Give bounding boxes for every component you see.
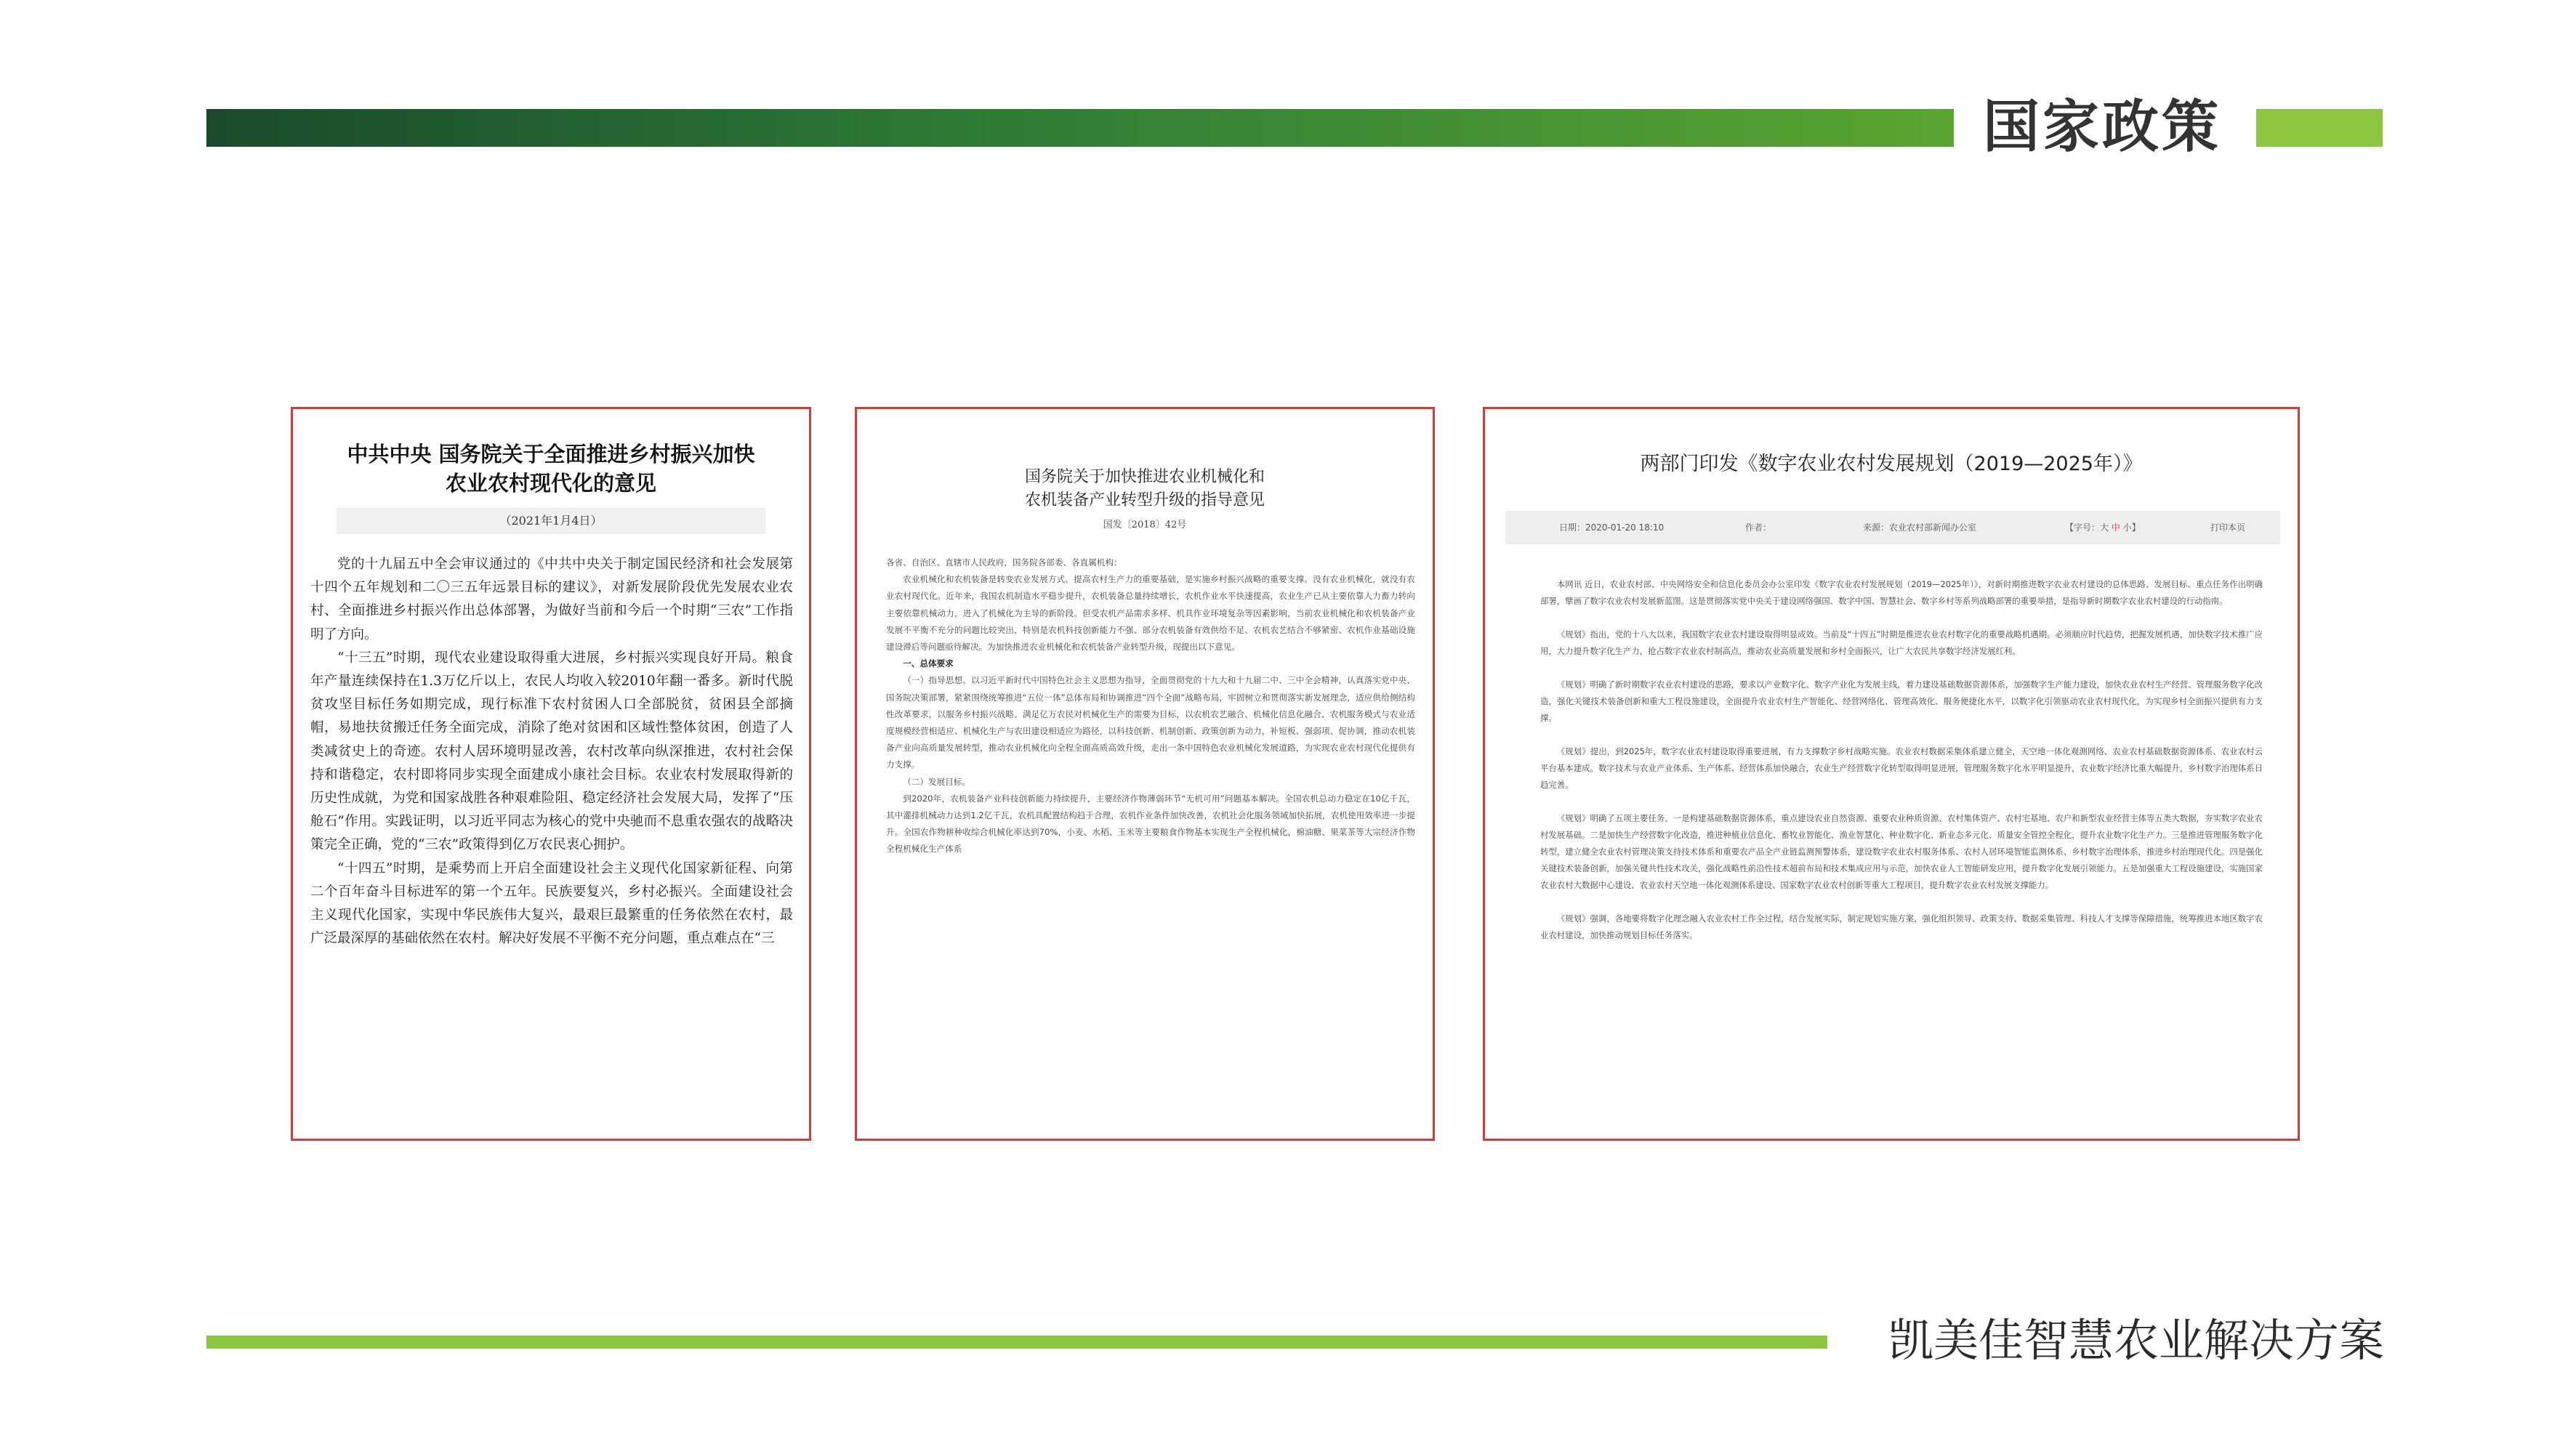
page-title: 国家政策 bbox=[1983, 94, 2222, 160]
doc2-intro: 农业机械化和农机装备是转变农业发展方式、提高农村生产力的重要基础，是实施乡村振兴战略的重要支撑。没有农业机械化，就没有农业农村现代化。近年来，我国农机制造水平稳步提升，农机装备总量持续增长，农机作业水平快速提高，农业生产已从主要依靠人力畜力转向主要依靠机械动力，进入了机械化为主导的新阶段。但受农机产品需求多样、机具作业环境复杂等因素影响，当前农业机械化和农机装备产业发展不平衡不充分的问题比较突出，特别是农机科技创新能力不强、部分农机装备有效供给不足、农机农艺结合不够紧密、农机作业基础设施建设滞后等问题亟待解决。为加快推进农业机械化和农机装备产业转型升级，现提出以下意见。 bbox=[886, 574, 1415, 653]
doc1-title-line2: 农业农村现代化的意见 bbox=[445, 471, 656, 496]
font-size-controls bbox=[2065, 511, 2141, 544]
doc3-body bbox=[1540, 576, 2263, 961]
doc2-title bbox=[879, 466, 1411, 512]
doc3-paragraph: 《规划》指出，党的十八大以来，我国数字农业农村建设取得明显成效。当前及“十四五”时期是推进农业农村数字化的重要战略机遇期。必须顺应时代趋势，把握发展机遇，加快数字技术推广应用，大力提升数字化生产力，抢占数字农业农村制高点，推动农业高质量发展和乡村全面振兴，让广大农民共享数字经济发展红利。 bbox=[1540, 629, 2263, 656]
article-date: 日期：2020-01-20 18:10 bbox=[1559, 522, 1665, 533]
doc3-paragraph: 《规划》明确了五项主要任务。一是构建基础数据资源体系，重点建设农业自然资源、重要农业种质资源、农村集体资产、农村宅基地、农户和新型农业经营主体等五类大数据，夯实数字农业农村发展基础。二是加快生产经营数字化改造，推进种植业信息化、畜牧业智能化、渔业智慧化、种业数字化、新业态多元化、质量安全管控全程化，提升农业数字化生产力。三是推进管理服务数字化转型，建立健全农业农村管理决策支持技术体系和重要农产品全产业链监测预警体系，建设数字农业农村服务体系、农村人居环境智能监测体系、乡村数字治理体系，推进乡村治理现代化。四是强化关键技术装备创新，加强关键共性技术攻关，强化战略性前沿性技术超前布局和技术集成应用与示范，加快农业人工智能研发应用，提升数字化发展引领能力。五是加强重大工程设施建设，实施国家农业农村大数据中心建设、农业农村天空地一体化观测体系建设、国家数字农业农村创新等重大工程项目，提升数字农业农村发展支撑能力。 bbox=[1540, 813, 2263, 890]
doc1-title bbox=[315, 440, 787, 498]
news-article-digital-agriculture-plan bbox=[1483, 407, 2300, 1141]
article-author: 作者： bbox=[1745, 522, 1772, 533]
doc1-paragraph: “十三五”时期，现代农业建设取得重大进展，乡村振兴实现良好开局。粮食年产量连续保持在1.3万亿斤以上，农民人均收入较2010年翻一番多。新时代脱贫攻坚目标任务如期完成，现行标准下农村贫困人口全部脱贫，贫困县全部摘帽，易地扶贫搬迁任务全面完成，消除了绝对贫困和区域性整体贫困，创造了人类减贫史上的奇迹。农村人居环境明显改善，农村改革向纵深推进，农村社会保持和谐稳定，农村即将同步实现全面建成小康社会目标。农业农村发展取得新的历史性成就，为党和国家战胜各种艰难险阻、稳定经济社会发展大局，发挥了“压舱石”作用。实践证明，以习近平同志为核心的党中央驰而不息重农强农的战略决策完全正确，党的“三农”政策得到亿万农民衷心拥护。 bbox=[310, 650, 793, 853]
doc3-paragraph: 《规划》强调，各地要将数字化理念融入农业农村工作全过程，结合发展实际，制定规划实施方案，强化组织领导、政策支持、数据采集管理、科技人才支撑等保障措施，统筹推进本地区数字农业农村建设，加快推动规划目标任务落实。 bbox=[1540, 913, 2263, 940]
doc1-body bbox=[310, 553, 793, 950]
font-size-small-link[interactable]: 小】 bbox=[2122, 522, 2141, 533]
doc2-guideline: （一）指导思想。以习近平新时代中国特色社会主义思想为指导，全面贯彻党的十九大和十九届二中、三中全会精神，认真落实党中央、国务院决策部署，紧紧围绕统筹推进“五位一体”总体布局和协调推进“四个全面”战略布局，牢固树立和贯彻落实新发展理念，适应供给侧结构性改革要求，以服务乡村振兴战略、满足亿万农民对机械化生产的需要为目标，以农机农艺融合、机械化信息化融合、农机服务模式与农业适度规模经营相适应、机械化生产与农田建设相适应为路径，以科技创新、机制创新、政策创新为动力，补短板、强弱项、促协调，推动农机装备产业向高质量发展转型，推动农业机械化向全程全面高质高效升级，走出一条中国特色农业机械化发展道路，为实现农业农村现代化提供有力支撑。 bbox=[886, 675, 1415, 770]
doc2-title-line2: 农机装备产业转型升级的指导意见 bbox=[1024, 491, 1265, 509]
policy-document-agri-mechanization bbox=[855, 407, 1435, 1141]
policy-document-rural-revitalization bbox=[291, 407, 811, 1141]
doc2-body bbox=[886, 554, 1415, 858]
header-gradient-bar bbox=[206, 109, 1954, 147]
footer-brand: 凯美佳智慧农业解决方案 bbox=[1888, 1314, 2384, 1367]
doc1-date: （2021年1月4日） bbox=[337, 508, 765, 534]
doc2-salutation: 各省、自治区、直辖市人民政府，国务院各部委、各直属机构： bbox=[886, 557, 1122, 568]
article-source: 来源：农业农村部新闻办公室 bbox=[1863, 522, 1977, 533]
doc2-section-heading: （二）发展目标。 bbox=[903, 776, 970, 787]
doc2-title-line1: 国务院关于加快推进农业机械化和 bbox=[1024, 468, 1265, 486]
doc3-paragraph: 《规划》提出，到2025年，数字农业农村建设取得重要进展，有力支撑数字乡村战略实施。农业农村数据采集体系建立健全，天空地一体化观测网络、农业农村基础数据资源体系、农业农村云平台基本建成。数字技术与农业产业体系、生产体系、经营体系加快融合，农业生产经营数字化转型取得明显进展，管理服务数字化水平明显提升，农业数字经济比重大幅提升，乡村数字治理体系日趋完善。 bbox=[1540, 746, 2263, 790]
article-meta-bar bbox=[1505, 511, 2280, 544]
font-size-large-link[interactable]: 大 bbox=[2100, 522, 2109, 533]
doc3-paragraph: 《规划》明确了新时期数字农业农村建设的思路，要求以产业数字化、数字产业化为发展主线，着力建设基础数据资源体系，加强数字生产能力建设，加快农业农村生产经营、管理服务数字化改造，强化关键技术装备创新和重大工程设施建设，全面提升农业农村生产智能化、经营网络化、管理高效化、服务便捷化水平，以数字化引领驱动农业农村现代化，为实现乡村全面振兴提供有力支撑。 bbox=[1540, 679, 2263, 723]
doc1-paragraph: 党的十九届五中全会审议通过的《中共中央关于制定国民经济和社会发展第十四个五年规划和二〇三五年远景目标的建议》，对新发展阶段优先发展农业农村、全面推进乡村振兴作出总体部署，为做好当前和今后一个时期“三农”工作指明了方向。 bbox=[310, 557, 793, 642]
font-size-medium-link[interactable]: 中 bbox=[2111, 522, 2120, 533]
header-accent-block bbox=[2256, 109, 2383, 147]
doc2-section-heading: 一、总体要求 bbox=[903, 658, 954, 669]
doc2-document-number: 国发〔2018〕42号 bbox=[1103, 520, 1187, 530]
footer-bar bbox=[206, 1336, 1827, 1349]
font-size-label: 【字号： bbox=[2065, 522, 2101, 533]
doc3-title: 两部门印发《数字农业农村发展规划（2019—2025年）》 bbox=[1640, 453, 2143, 475]
doc1-paragraph: “十四五”时期，是乘势而上开启全面建设社会主义现代化国家新征程、向第二个百年奋斗目标进军的第一个五年。民族要复兴，乡村必振兴。全面建设社会主义现代化国家，实现中华民族伟大复兴，最艰巨最繁重的任务依然在农村，最广泛最深厚的基础依然在农村。解决好发展不平衡不充分问题，重点难点在“三 bbox=[310, 860, 793, 947]
print-page-link[interactable]: 打印本页 bbox=[2210, 522, 2246, 533]
doc3-paragraph: 本网讯 近日，农业农村部、中央网络安全和信息化委员会办公室印发《数字农业农村发展规划（2019—2025年）》，对新时期推进数字农业农村建设的总体思路、发展目标、重点任务作出明确部署，擘画了数字农业农村发展新蓝图。这是贯彻落实党中央关于建设网络强国、数字中国、智慧社会、数字乡村等系列战略部署的重要举措，是指导新时期数字农业农村建设的行动指南。 bbox=[1540, 579, 2263, 606]
doc2-goals: 到2020年，农机装备产业科技创新能力持续提升，主要经济作物薄弱环节“无机可用”问题基本解决。全国农机总动力稳定在10亿千瓦，其中灌排机械动力达到1.2亿千瓦，农机具配置结构趋于合理，农机作业条件加快改善，农机社会化服务领域加快拓展，农机使用效率进一步提升。全国农作物耕种收综合机械化率达到70%，小麦、水稻、玉米等主要粮食作物基本实现生产全程机械化，棉油糖、果菜茶等大宗经济作物全程机械化生产体系 bbox=[886, 793, 1415, 855]
doc1-title-line1: 中共中央 国务院关于全面推进乡村振兴加快 bbox=[347, 442, 755, 466]
